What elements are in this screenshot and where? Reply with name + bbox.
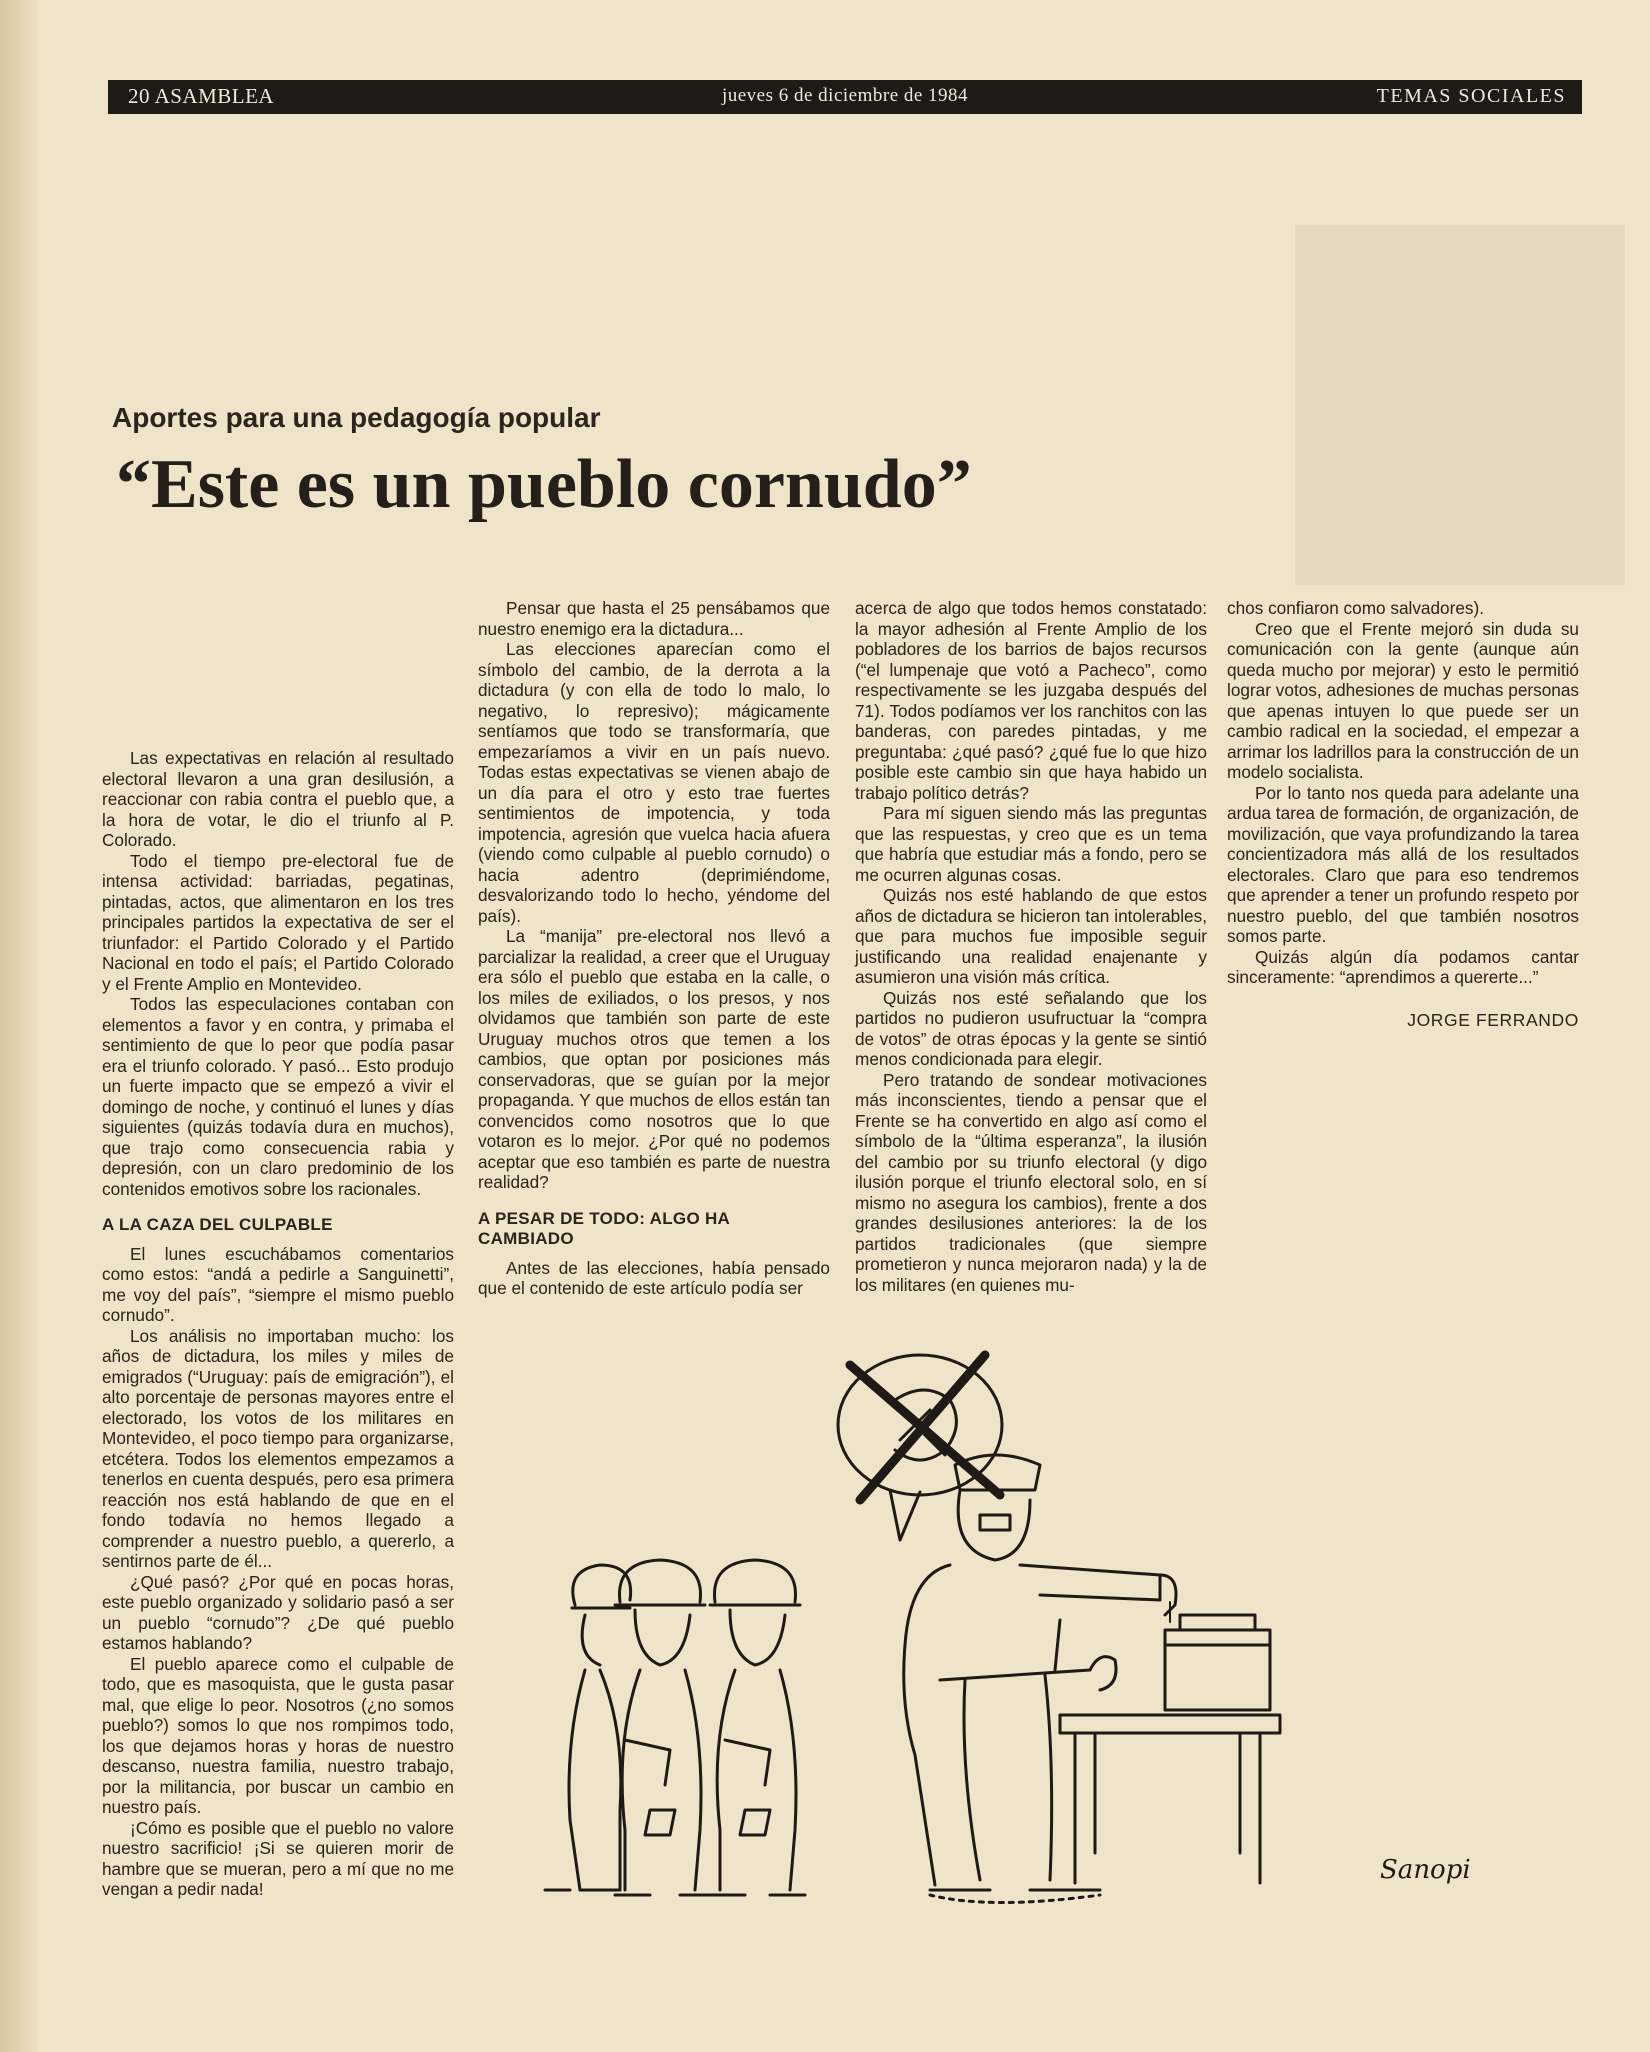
header-bar — [108, 80, 1582, 114]
cartoonist-signature: Sanopi — [1380, 1855, 1471, 1885]
paragraph: La “manija” pre-electoral nos llevó a parcializar la realidad, a creer que el Uruguay era sólo el pueblo que estaba en la calle, o los miles de exiliados, o los presos, y nos olvidamos que también son parte de este Uruguay muchos otros que temen a los cambios, que optan por posiciones más conservadoras, que se guían por la mejor propaganda. Y que muchos de ellos están tan convencidos como nosotros que lo que votaron es lo mejor. ¿Por qué no podemos aceptar que eso también es parte de nuestra realidad? — [478, 926, 830, 1192]
ballot-box — [1165, 1602, 1270, 1710]
paragraph: El lunes escuchábamos comentarios como estos: “andá a pedirle a Sanguinetti”, me voy del país”, “siempre el mismo pueblo cornudo”. — [102, 1243, 454, 1325]
speech-bubble-crossed-symbol — [838, 1355, 1002, 1540]
subheading: A LA CAZA DEL CULPABLE — [102, 1215, 333, 1234]
paragraph: Todo el tiempo pre-electoral fue de intensa actividad: barriadas, pegatinas, pintadas, actos, que alimentaron en los tres principales partidos la expectativa de ser el triunfador: el Partido Colorado y el Partido Nacional en todo el país; el Partido Colorado y el Frente Amplio en Montevideo. — [102, 850, 454, 994]
column-4 — [1227, 598, 1579, 1030]
editorial-cartoon — [500, 1340, 1500, 1920]
soldier-figure — [545, 1565, 631, 1890]
issue-date: jueves 6 de diciembre de 1984 — [721, 85, 969, 106]
column-2 — [478, 598, 830, 1299]
paragraph: Los análisis no importaban mucho: los años de dictadura, los miles y miles de emigrados (“Uruguay: país de emigración”), el alto porcentaje de personas mayores entre el electorado, los votos de los militares en Montevideo, el poco tiempo para organizarse, etcétera. Todos los elementos empezamos a tenerlos en cuenta después, pero esa primera reacción nos está hablando de que en el fondo todavía no hemos llegado a comprender a nuestro pueblo, a quererlo, a sentirnos parte de él... — [102, 1325, 454, 1571]
paragraph: Pero tratando de sondear motivaciones más inconscientes, tiendo a pensar que el Frente se ha convertido en algo así como el símbolo de la “última esperanza”, la ilusión del cambio por su triunfo electoral (y digo ilusión porque el triunfo electoral solo, en sí mismo no asegura los cambios), frente a dos grandes desilusiones anteriores: la de los partidos tradicionales (que siempre prometieron y nunca mejoraron nada) y la de los militares (en quienes mu- — [855, 1069, 1207, 1295]
paragraph: Todos las especulaciones contaban con elementos a favor y en contra, y primaba el sentimiento de que lo peor que podía pasar era el triunfo colorado. Y pasó... Esto produjo un fuerte impacto que se empezó a vivir el domingo de noche, y continuó el lunes y días siguientes (quizás todavía dura en muchos), que trajo como consecuencia rabia y depresión, con un claro predominio de los contenidos emotivos sobre los racionales. — [102, 994, 454, 1199]
article-kicker: Aportes para una pedagogía popular — [112, 402, 601, 433]
soldier-figure — [710, 1560, 805, 1895]
officer-figure — [904, 1455, 1176, 1890]
paragraph: Antes de las elecciones, había pensado que el contenido de este artículo podía ser — [478, 1257, 830, 1298]
paragraph: acerca de algo que todos hemos constatado: la mayor adhesión al Frente Amplio de los pobladores de los barrios de bajos recursos (“el lumpenaje que votó a Pacheco”, como respectivamente se les juzgaba después del 71). Todos podíamos ver los ranchitos con las banderas, con paredes pintadas, y me preguntaba: ¿qué pasó? ¿qué fue lo que hizo posible este cambio sin que haya habido un trabajo político detrás? — [855, 598, 1207, 803]
paragraph: Creo que el Frente mejoró sin duda su comunicación con la gente (aunque aún queda mucho por mejorar) y esto le permitió lograr votos, adhesiones de muchas personas que apenas intuyen lo que puede ser un cambio radical en la sociedad, el empezar a arrimar los ladrillos para la construcción de un modelo socialista. — [1227, 618, 1579, 782]
paragraph: ¡Cómo es posible que el pueblo no valore nuestro sacrificio! ¡Si se quieren morir de hambre que se mueran, pero a mí que no me vengan a pedir nada! — [102, 1817, 454, 1899]
page-section: 20 ASAMBLEA — [128, 84, 275, 108]
paragraph: Quizás algún día podamos cantar sinceramente: “aprendimos a quererte...” — [1227, 946, 1579, 987]
soldier-figure — [615, 1560, 715, 1895]
paragraph: chos confiaron como salvadores). — [1227, 598, 1484, 618]
paragraph: Quizás nos esté señalando que los partidos no pudieron usufructuar la “compra de votos” de otras épocas y la gente se sintió menos condicionada para elegir. — [855, 987, 1207, 1069]
article-headline: “Este es un pueblo cornudo” — [116, 446, 972, 523]
table — [1060, 1715, 1280, 1883]
paragraph: Pensar que hasta el 25 pensábamos que nuestro enemigo era la dictadura... — [478, 598, 830, 639]
paper-edge — [0, 0, 38, 2052]
paragraph: Por lo tanto nos queda para adelante una ardua tarea de formación, de organización, de movilización, que vaya profundizando la tarea concientizadora más allá de los resultados electorales. Claro que para eso tendremos que aprender a tener un profundo respeto por nuestro pueblo, del que también nosotros somos parte. — [1227, 782, 1579, 946]
section-title: TEMAS SOCIALES — [1376, 85, 1566, 107]
column-1 — [102, 748, 454, 1900]
paragraph: ¿Qué pasó? ¿Por qué en pocas horas, este pueblo organizado y solidario pasó a ser un pueblo “cornudo”? ¿De qué pueblo estamos hablando? — [102, 1571, 454, 1653]
column-3 — [855, 598, 1207, 1295]
bleed-through-stain — [1295, 225, 1625, 585]
paragraph: Para mí siguen siendo más las preguntas que las respuestas, y creo que es un tema que habría que estudiar más a fondo, pero se me ocurren algunas cosas. — [855, 803, 1207, 885]
paragraph: Las expectativas en relación al resultado electoral llevaron a una gran desilusión, a reaccionar con rabia contra el pueblo que, a la hora de votar, le dio el triunfo al P. Colorado. — [102, 748, 454, 850]
author-signature: JORGE FERRANDO — [1407, 1009, 1579, 1030]
subheading: A PESAR DE TODO: ALGO HA CAMBIADO — [478, 1208, 730, 1248]
paragraph: El pueblo aparece como el culpable de todo, que es masoquista, que le gusta pasar mal, que elige lo peor. Nosotros (¿no somos pueblo?) somos lo que nos rompimos todo, los que dejamos horas y horas de nuestro descanso, nuestra familia, nuestro trabajo, por la militancia, por buscar un cambio en nuestro país. — [102, 1653, 454, 1817]
paragraph: Las elecciones aparecían como el símbolo del cambio, de la derrota a la dictadura (y con ella de todo lo malo, lo negativo, lo represivo); mágicamente sentíamos que todo se transformaría, que empezaríamos a vivir en un país nuevo. Todas estas expectativas se vienen abajo de un día para el otro y esto trae fuertes sentimientos de impotencia, y toda impotencia, agresión que vuelca hacia afuera (viendo como culpable al pueblo cornudo) o hacia adentro (deprimiéndome, desvalorizando todo lo hecho, yéndome del país). — [478, 639, 830, 926]
paragraph: Quizás nos esté hablando de que estos años de dictadura se hicieron tan intolerables, que para muchos fue imposible seguir justificando una realidad enajenante y asumieron una visión más crítica. — [855, 885, 1207, 987]
